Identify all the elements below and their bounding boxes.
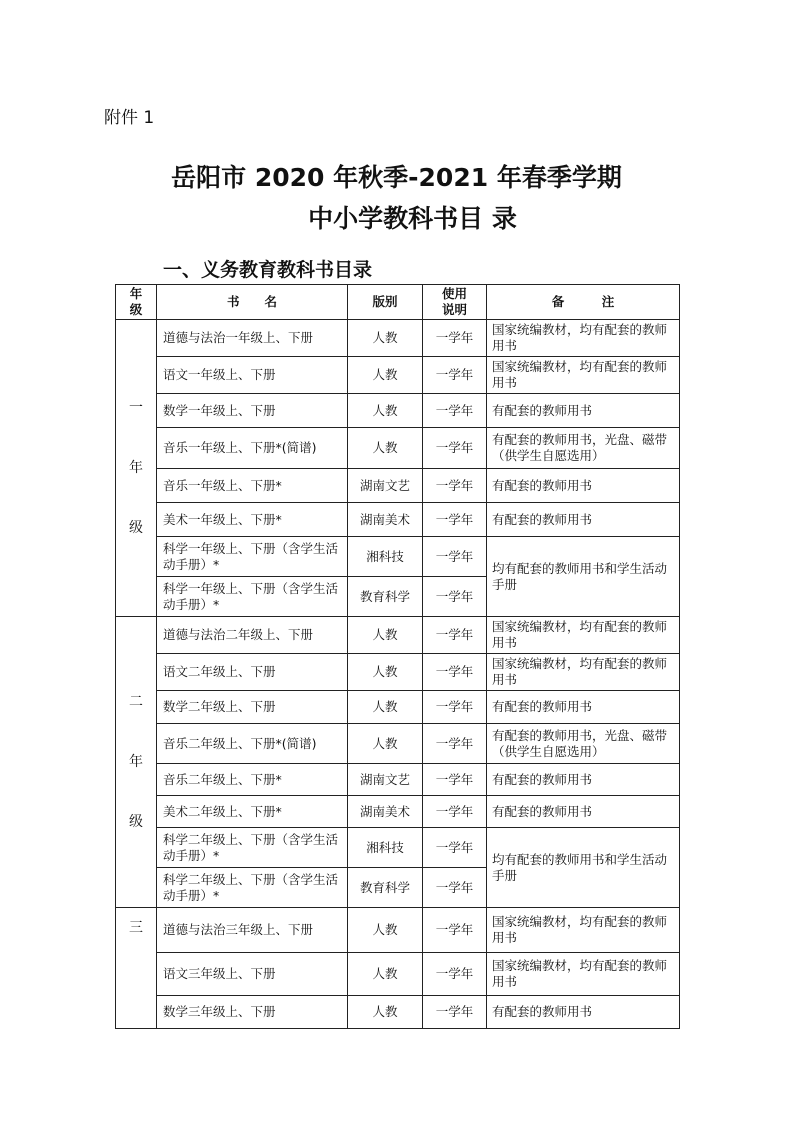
attachment-label: 附件 1 <box>104 108 155 128</box>
book-name-cell: 音乐一年级上、下册*(简谱) <box>157 428 348 469</box>
edition-cell: 人教 <box>348 908 423 953</box>
edition-cell: 人教 <box>348 357 423 394</box>
edition-cell: 湖南美术 <box>348 796 423 828</box>
edition-cell: 教育科学 <box>348 868 423 908</box>
note-cell: 国家统编教材，均有配套的教师用书 <box>487 654 680 691</box>
note-cell: 国家统编教材，均有配套的教师用书 <box>487 908 680 953</box>
usage-cell: 一学年 <box>423 764 487 796</box>
edition-cell: 人教 <box>348 394 423 428</box>
table-row <box>116 503 680 537</box>
book-name-cell: 数学二年级上、下册 <box>157 691 348 724</box>
textbook-catalog-table <box>115 284 680 1029</box>
table-row <box>116 796 680 828</box>
book-name-cell: 音乐二年级上、下册* <box>157 764 348 796</box>
edition-cell: 人教 <box>348 691 423 724</box>
edition-cell: 教育科学 <box>348 577 423 617</box>
usage-cell: 一学年 <box>423 320 487 357</box>
document-title-line2: 中小学教科书目 录 <box>308 204 517 233</box>
header-book: 书 名 <box>157 285 348 320</box>
note-cell-merged: 均有配套的教师用书和学生活动手册 <box>487 537 680 617</box>
usage-cell: 一学年 <box>423 996 487 1029</box>
note-cell: 有配套的教师用书 <box>487 469 680 503</box>
table-row <box>116 617 680 654</box>
table-row <box>116 394 680 428</box>
edition-cell: 人教 <box>348 617 423 654</box>
note-cell: 国家统编教材，均有配套的教师用书 <box>487 320 680 357</box>
grade-cell <box>116 617 157 908</box>
table-row <box>116 764 680 796</box>
table-row <box>116 691 680 724</box>
usage-cell: 一学年 <box>423 654 487 691</box>
edition-cell: 人教 <box>348 320 423 357</box>
grade-char: 年 <box>129 460 143 476</box>
edition-cell: 人教 <box>348 428 423 469</box>
usage-cell: 一学年 <box>423 868 487 908</box>
table-row <box>116 320 680 357</box>
edition-cell: 湘科技 <box>348 828 423 868</box>
book-name-cell: 音乐一年级上、下册* <box>157 469 348 503</box>
note-cell: 有配套的教师用书，光盘、磁带（供学生自愿选用） <box>487 724 680 764</box>
edition-cell: 湖南美术 <box>348 503 423 537</box>
table-row <box>116 828 680 868</box>
table-row <box>116 469 680 503</box>
header-grade: 年 级 <box>116 285 157 320</box>
book-name-cell: 科学二年级上、下册（含学生活动手册）* <box>157 868 348 908</box>
grade-char: 级 <box>129 814 143 830</box>
book-name-cell: 音乐二年级上、下册*(简谱) <box>157 724 348 764</box>
book-name-cell: 语文一年级上、下册 <box>157 357 348 394</box>
usage-cell: 一学年 <box>423 724 487 764</box>
note-cell: 国家统编教材，均有配套的教师用书 <box>487 357 680 394</box>
usage-cell: 一学年 <box>423 394 487 428</box>
usage-cell: 一学年 <box>423 503 487 537</box>
note-cell: 有配套的教师用书 <box>487 796 680 828</box>
edition-cell: 湖南文艺 <box>348 469 423 503</box>
table-row <box>116 357 680 394</box>
grade-char: 二 <box>129 694 143 710</box>
table-row <box>116 654 680 691</box>
book-name-cell: 数学三年级上、下册 <box>157 996 348 1029</box>
book-name-cell: 道德与法治一年级上、下册 <box>157 320 348 357</box>
usage-cell: 一学年 <box>423 577 487 617</box>
note-cell: 有配套的教师用书 <box>487 996 680 1029</box>
header-note: 备 注 <box>487 285 680 320</box>
usage-cell: 一学年 <box>423 537 487 577</box>
note-cell: 有配套的教师用书 <box>487 394 680 428</box>
usage-cell: 一学年 <box>423 908 487 953</box>
edition-cell: 湘科技 <box>348 537 423 577</box>
book-name-cell: 美术一年级上、下册* <box>157 503 348 537</box>
usage-cell: 一学年 <box>423 691 487 724</box>
note-cell: 有配套的教师用书 <box>487 691 680 724</box>
usage-cell: 一学年 <box>423 428 487 469</box>
book-name-cell: 道德与法治三年级上、下册 <box>157 908 348 953</box>
usage-cell: 一学年 <box>423 828 487 868</box>
grade-cell <box>116 908 157 1029</box>
book-name-cell: 语文二年级上、下册 <box>157 654 348 691</box>
book-name-cell: 科学一年级上、下册（含学生活动手册）* <box>157 577 348 617</box>
header-usage: 使用 说明 <box>423 285 487 320</box>
grade-char: 年 <box>129 754 143 770</box>
document-title-line1: 岳阳市 2020 年秋季-2021 年春季学期 <box>171 163 622 192</box>
header-edition: 版别 <box>348 285 423 320</box>
book-name-cell: 道德与法治二年级上、下册 <box>157 617 348 654</box>
book-name-cell: 语文三年级上、下册 <box>157 953 348 996</box>
note-cell: 有配套的教师用书 <box>487 503 680 537</box>
table-row <box>116 428 680 469</box>
grade-char: 级 <box>129 520 143 536</box>
edition-cell: 湖南文艺 <box>348 764 423 796</box>
grade-char: 一 <box>129 400 143 416</box>
edition-cell: 人教 <box>348 724 423 764</box>
table-row <box>116 724 680 764</box>
edition-cell: 人教 <box>348 996 423 1029</box>
usage-cell: 一学年 <box>423 617 487 654</box>
book-name-cell: 美术二年级上、下册* <box>157 796 348 828</box>
table-header-row <box>116 285 680 320</box>
note-cell: 有配套的教师用书 <box>487 764 680 796</box>
grade-cell <box>116 320 157 617</box>
note-cell-merged: 均有配套的教师用书和学生活动手册 <box>487 828 680 908</box>
grade-char: 三 <box>129 920 143 936</box>
table-row <box>116 908 680 953</box>
usage-cell: 一学年 <box>423 357 487 394</box>
book-name-cell: 科学二年级上、下册（含学生活动手册）* <box>157 828 348 868</box>
table-row <box>116 996 680 1029</box>
table-row <box>116 537 680 577</box>
usage-cell: 一学年 <box>423 469 487 503</box>
note-cell: 国家统编教材，均有配套的教师用书 <box>487 953 680 996</box>
section-heading: 一、义务教育教科书目录 <box>163 259 373 281</box>
book-name-cell: 科学一年级上、下册（含学生活动手册）* <box>157 537 348 577</box>
note-cell: 有配套的教师用书，光盘、磁带（供学生自愿选用） <box>487 428 680 469</box>
note-cell: 国家统编教材，均有配套的教师用书 <box>487 617 680 654</box>
book-name-cell: 数学一年级上、下册 <box>157 394 348 428</box>
table-row <box>116 953 680 996</box>
usage-cell: 一学年 <box>423 796 487 828</box>
edition-cell: 人教 <box>348 654 423 691</box>
usage-cell: 一学年 <box>423 953 487 996</box>
edition-cell: 人教 <box>348 953 423 996</box>
